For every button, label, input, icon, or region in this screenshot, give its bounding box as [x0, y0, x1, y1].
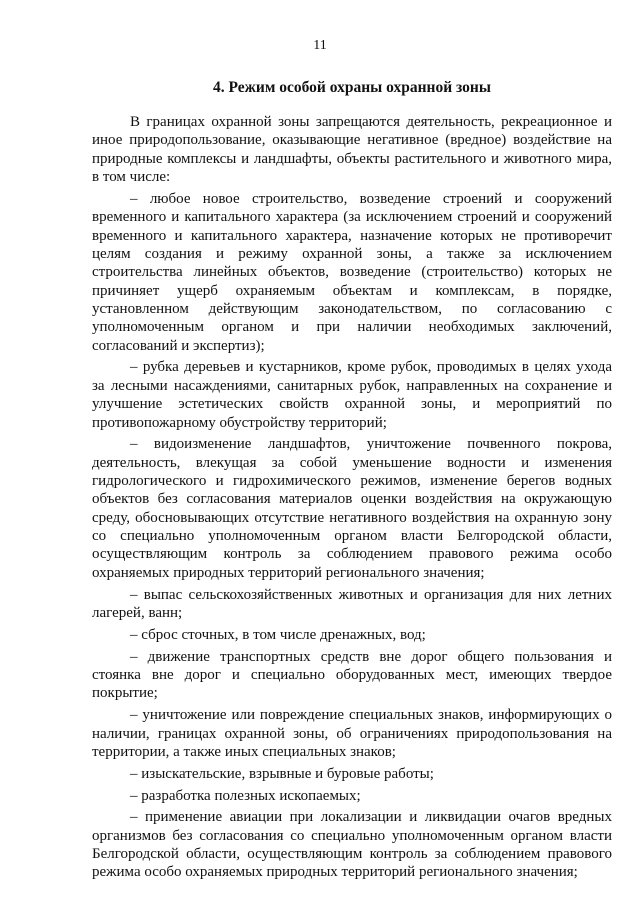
intro-paragraph: В границах охранной зоны запрещаются деятельность, рекреационное и иное природопользование, оказывающие негативное (вредное) воздействие на природные комплексы и ландшафты, объекты растительного и животного мира, в том числе: [92, 114, 612, 186]
list-item-landscape-change: – видоизменение ландшафтов, уничтожение почвенного покрова, деятельность, влекущая за собой уменьшение водности и изменения гидрологического и гидрохимического режимов, изменение берегов водных объектов без согласования материалов оценки воздействия на окружающую среду, обосновывающих отсутствие негативного воздействия на охранную зону со специально уполномоченным органом власти Белгородской области, осуществляющим контроль за соблюдением правового режима особо охраняемых природных территорий регионального значения; [92, 436, 612, 581]
list-item-grazing: – выпас сельскохозяйственных животных и организация для них летних лагерей, ванн; [92, 586, 612, 621]
page-number: 11 [313, 38, 327, 53]
list-item-mining: – разработка полезных ископаемых; [130, 787, 361, 804]
list-item-signs-damage: – уничтожение или повреждение специальных знаков, информирующих о наличии, границах охранной зоны, об ограничениях природопользования на территории, а также иных специальных знаков; [92, 707, 612, 760]
section-heading: 4. Режим особой охраны охранной зоны [213, 79, 491, 96]
list-item-vehicle-traffic: – движение транспортных средств вне дорог общего пользования и стоянка вне дорог и специально оборудованных мест, имеющих твердое покрытие; [92, 648, 612, 702]
list-item-construction: – любое новое строительство, возведение строений и сооружений временного и капитального характера (за исключением строений и сооружений временного и капитального характера, назначение которых не противоречит целям создания и режиму охранной зоны, а также за исключением строительства линейных объектов, возведение (строительство) которых не причиняет ущерб охраняемым объектам и комплексам, в порядке, установленном действующим законодательством, по согласованию с уполномоченным органом и при наличии необходимых заключений, согласований и экспертиз); [92, 190, 612, 354]
list-item-wastewater: – сброс сточных, в том числе дренажных, вод; [130, 626, 426, 643]
list-item-tree-felling: – рубка деревьев и кустарников, кроме рубок, проводимых в целях ухода за лесными насаждениями, санитарных рубок, направленных на сохранение и улучшение эстетических свойств охранной зоны, и мероприятий по противопожарному обустройству территорий; [92, 359, 612, 431]
list-item-survey-works: – изыскательские, взрывные и буровые работы; [130, 765, 434, 782]
section-body [92, 113, 612, 885]
list-item-aviation: – применение авиации при локализации и ликвидации очагов вредных организмов без согласования со специально уполномоченным органом власти Белгородской области, осуществляющим контроль за соблюдением правового режима особо охраняемых природных территорий регионального значения; [92, 809, 612, 881]
